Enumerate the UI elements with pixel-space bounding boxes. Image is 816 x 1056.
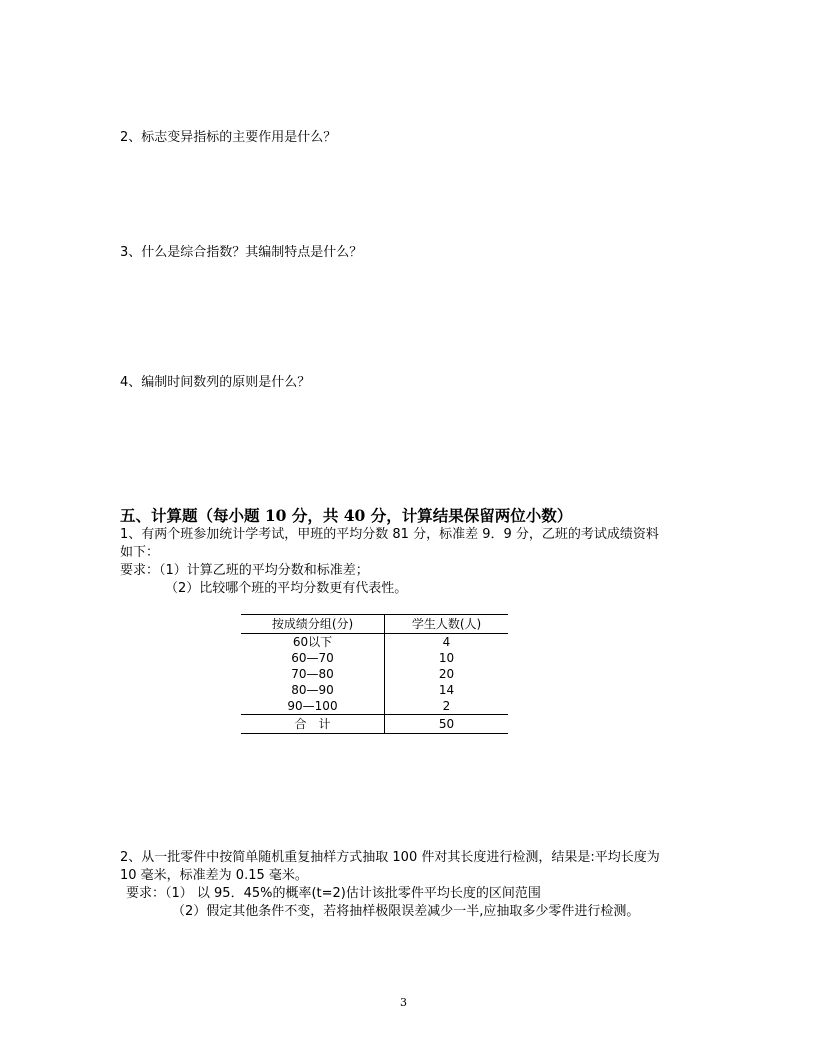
table-cell-group: 60以下: [241, 634, 385, 651]
table-row: [241, 666, 508, 682]
table-header-count: 学生人数(人): [385, 615, 509, 634]
table-cell-group: 70—80: [241, 666, 385, 682]
table-cell-count: 20: [438, 667, 455, 681]
table-cell-count: 2: [442, 699, 451, 713]
table-cell-count: 4: [442, 635, 451, 649]
table-row: [241, 634, 508, 651]
table-header-group: 按成绩分组(分): [241, 615, 385, 634]
page-number: 3: [400, 996, 407, 1009]
problem-2-requirement-2: （2）假定其他条件不变，若将抽样极限误差减少一半,应抽取多少零件进行检测。: [172, 904, 640, 919]
question-4: 4、编制时间数列的原则是什么？: [120, 375, 311, 390]
problem-1-line-1: 1、有两个班参加统计学考试，甲班的平均分数 81 分，标准差 9．9 分，乙班的考试成绩资料: [120, 527, 659, 542]
table-row: [241, 650, 508, 666]
problem-1-line-2: 如下：: [120, 545, 160, 560]
table-row: [241, 682, 508, 698]
question-2: 2、标志变异指标的主要作用是什么？: [120, 130, 337, 145]
table-cell-group: 80—90: [241, 682, 385, 698]
section-heading: 五、计算题（每小题 10 分，共 40 分，计算结果保留两位小数）: [120, 506, 573, 525]
problem-2-line-1: 2、从一批零件中按简单随机重复抽样方式抽取 100 件对其长度进行检测，结果是:平均长度为: [120, 850, 660, 865]
table-cell-count: 10: [438, 651, 455, 665]
problem-2-requirement-1: 要求：（1） 以 95．45%的概率(t=2)估计该批零件平均长度的区间范围: [126, 886, 541, 901]
question-3: 3、什么是综合指数？其编制特点是什么？: [120, 245, 363, 260]
table-row: [241, 698, 508, 715]
problem-1-requirement-2: （2）比较哪个班的平均分数更有代表性。: [165, 581, 408, 596]
table-cell-count: 14: [438, 683, 455, 697]
table-cell-group: 60—70: [241, 650, 385, 666]
score-distribution-table: [241, 614, 508, 734]
problem-2-line-2: 10 毫米，标准差为 0.15 毫米。: [120, 868, 308, 883]
table-total-row: [241, 715, 508, 734]
problem-1-requirement-1: 要求：（1）计算乙班的平均分数和标准差；: [120, 563, 369, 578]
table-total-value: 50: [385, 715, 509, 734]
table-cell-group: 90—100: [241, 698, 385, 715]
table-total-label: 合 计: [241, 715, 385, 734]
